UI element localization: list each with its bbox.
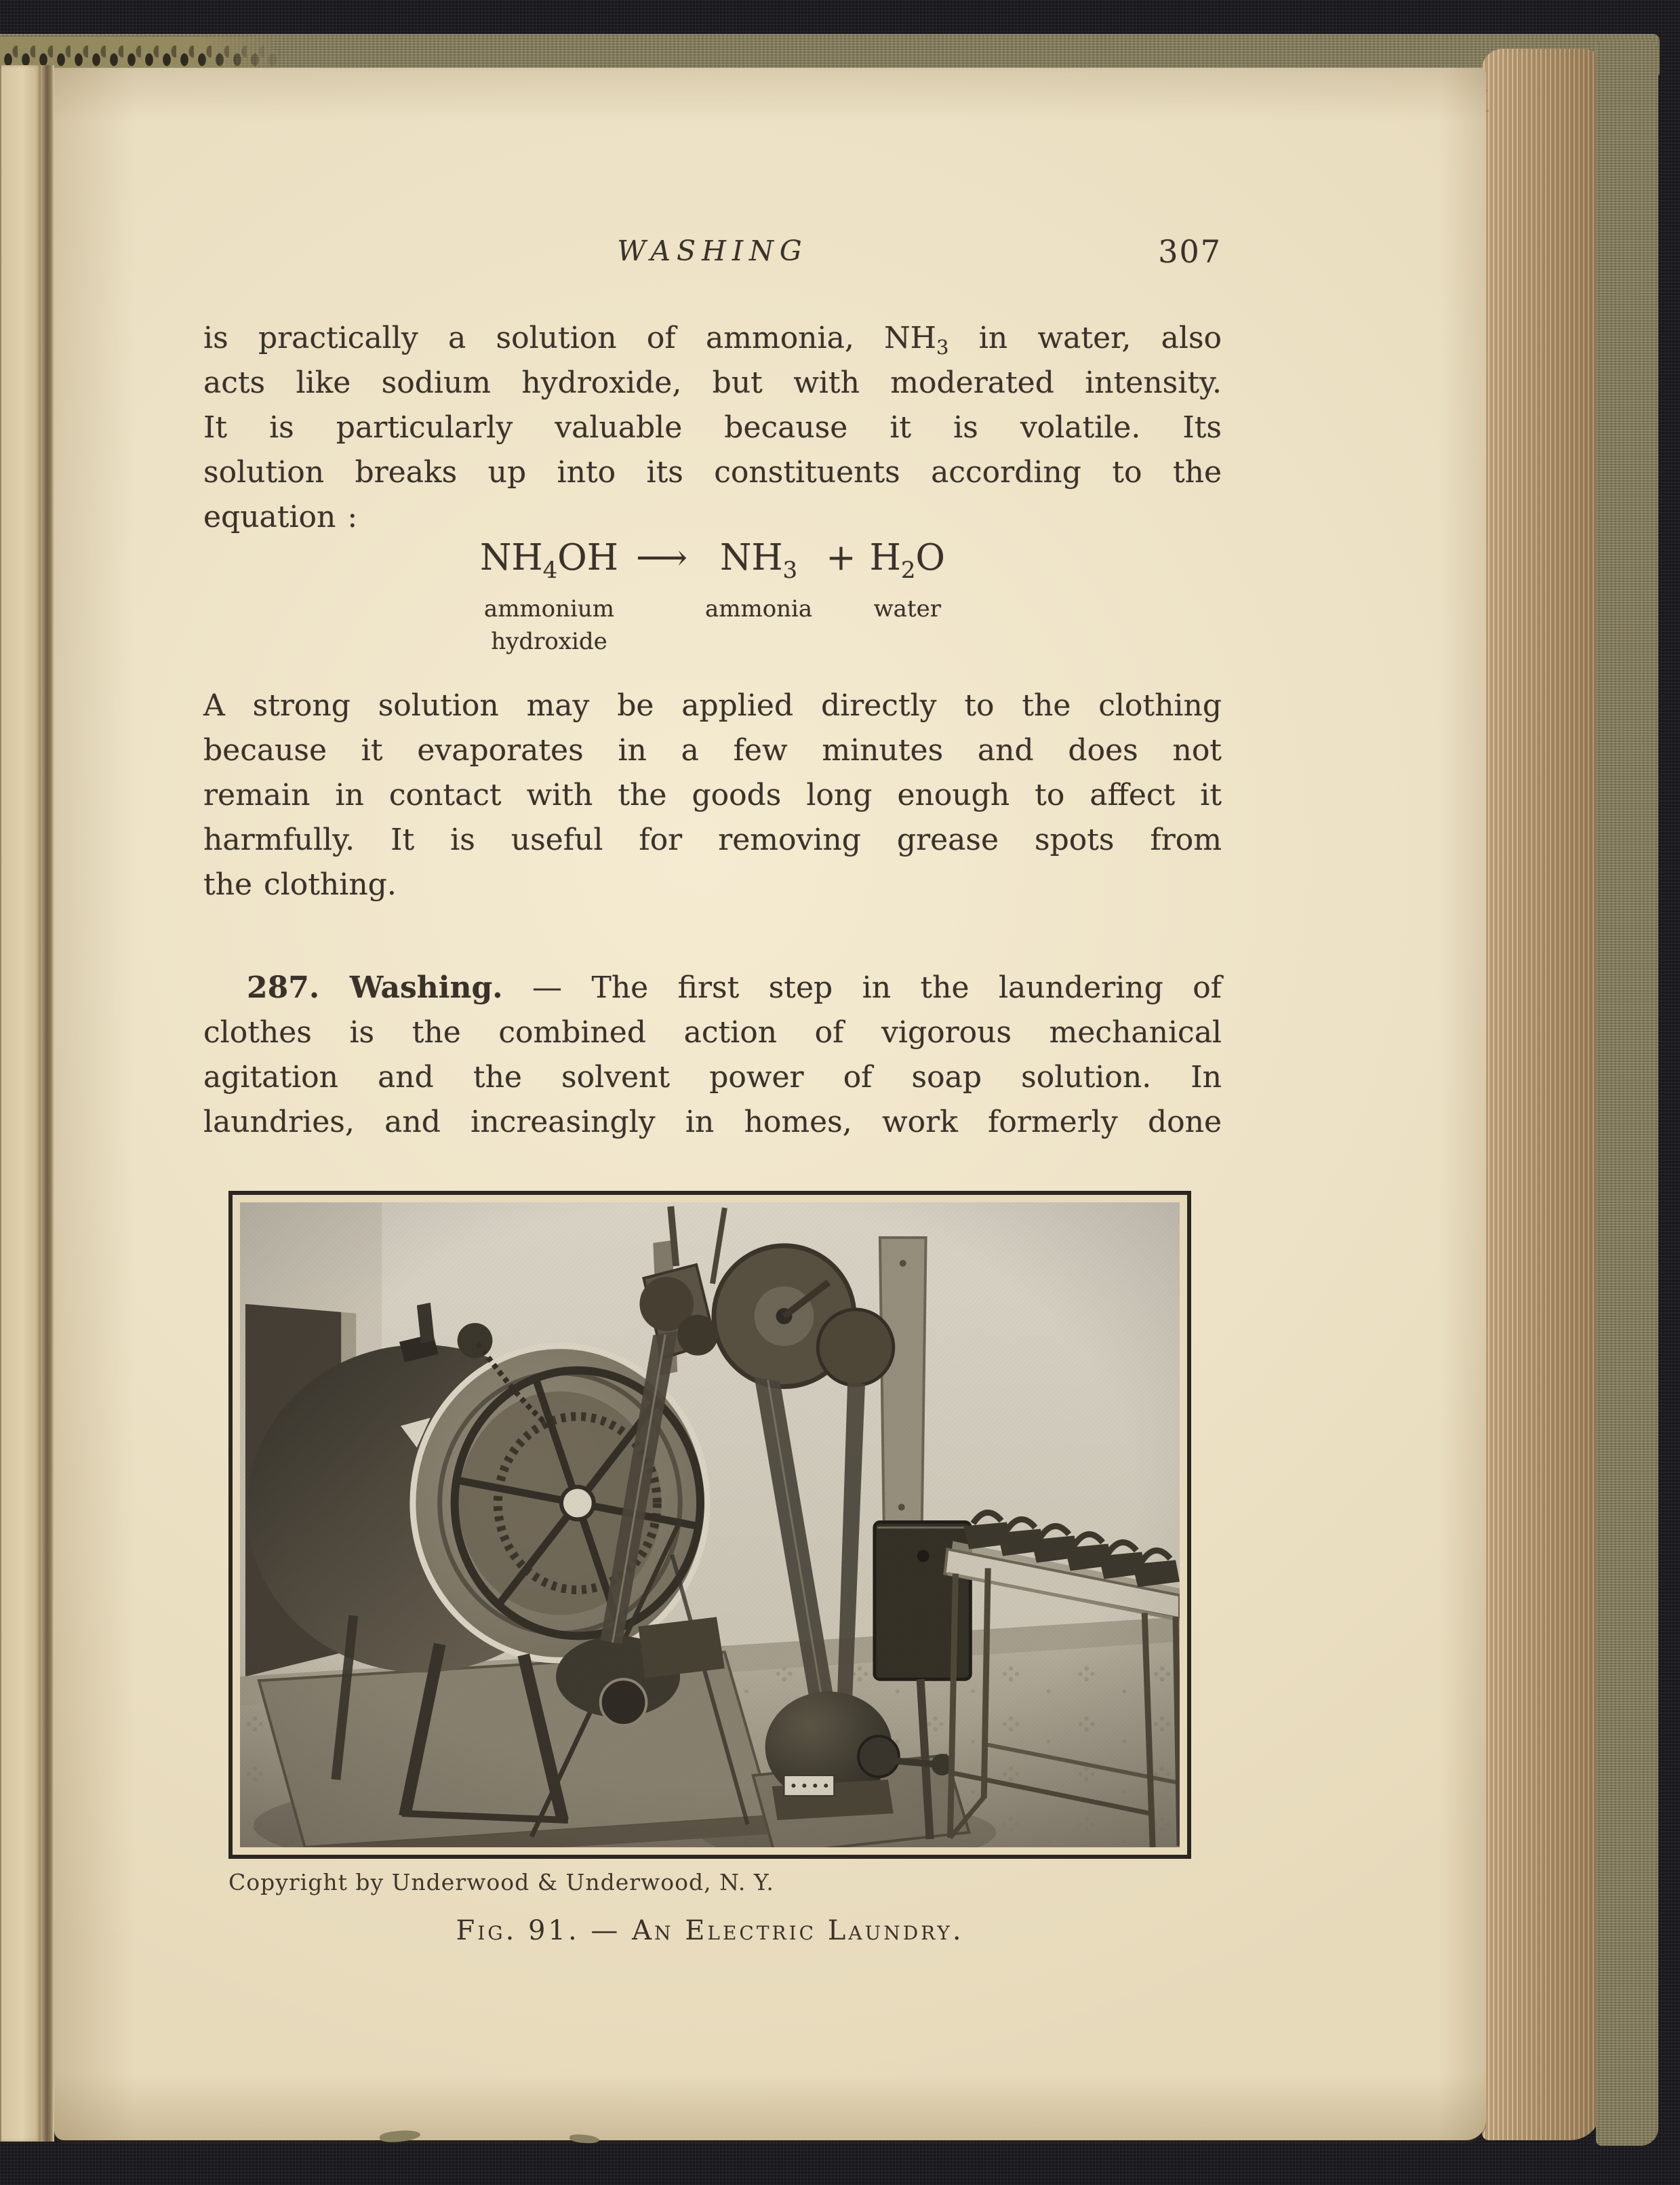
reaction-arrow: ⟶ — [635, 537, 687, 578]
gutter-shadow — [41, 65, 54, 2142]
equation-label: water — [873, 595, 941, 623]
line-text: — The first step in the laundering of — [502, 970, 1222, 1005]
plus-sign: + — [826, 537, 856, 578]
paragraph-line: solution breaks up into its constituents according to the — [203, 455, 1222, 490]
formula-nh3 — [720, 537, 797, 591]
paragraph-line: agitation and the solvent power of soap solution. In — [203, 1060, 1222, 1095]
paragraph-3 — [203, 966, 1222, 1145]
formula-text: OH — [557, 537, 618, 578]
electric-laundry-illustration — [240, 1202, 1180, 1847]
paragraph-line: It is particularly valuable because it is volatile. Its — [203, 410, 1222, 445]
formula-text: NH — [719, 537, 783, 578]
paragraph-line: because it evaporates in a few minutes and does not — [203, 733, 1222, 768]
paragraph-line: harmfully. It is useful for removing grease spots from — [203, 823, 1222, 857]
formula-nh4oh — [480, 537, 618, 591]
equation-label: hydroxide — [491, 628, 607, 655]
paragraph-2 — [203, 684, 1222, 907]
figure-frame — [228, 1191, 1191, 1859]
running-header — [203, 235, 1222, 273]
paragraph-line: A strong solution may be applied directly to the clothing — [203, 688, 1222, 723]
paragraph-line: laundries, and increasingly in homes, work formerly done — [203, 1105, 1222, 1139]
page-title: WASHING — [617, 235, 808, 267]
page-number: 307 — [1158, 233, 1222, 270]
figure-caption: Fig. 91. — An Electric Laundry. — [456, 1915, 964, 1946]
paragraph-line: remain in contact with the goods long enough to affect it — [203, 778, 1222, 812]
subscript: 2 — [900, 557, 916, 584]
photo-vignette — [240, 1202, 1180, 1847]
figure-photo — [240, 1202, 1180, 1847]
paragraph-line: acts like sodium hydroxide, but with moderated intensity. — [203, 366, 1222, 400]
paragraph-line: equation : — [203, 500, 358, 534]
paragraph-line — [203, 966, 1222, 1010]
subscript: 4 — [542, 557, 558, 584]
book-cover-right-edge — [1596, 39, 1658, 2146]
equation-label: ammonium — [483, 595, 615, 623]
line-text: is practically a solution of ammonia, NH — [203, 321, 937, 355]
equation-reactant — [480, 537, 618, 656]
line-text: in water, also — [948, 321, 1222, 355]
equation-label: ammonia — [704, 595, 813, 623]
chemical-equation — [203, 537, 1222, 656]
paragraph-line — [203, 316, 1222, 361]
paragraph-line: the clothing. — [203, 867, 397, 902]
equation-product-2 — [870, 537, 945, 624]
formula-h2o — [870, 537, 945, 591]
paragraph-line: clothes is the combined action of vigorous mechanical — [203, 1015, 1222, 1050]
equation-product-1 — [705, 537, 812, 624]
figure-copyright: Copyright by Underwood & Underwood, N. Y. — [228, 1869, 774, 1895]
subscript: 3 — [936, 336, 949, 359]
formula-text: H — [869, 537, 901, 578]
previous-page-sliver — [0, 65, 41, 2142]
formula-text: O — [915, 537, 945, 578]
section-number-bold: 287. Washing. — [247, 970, 503, 1005]
book-page — [54, 68, 1486, 2140]
subscript: 3 — [782, 557, 798, 584]
formula-text: NH — [480, 537, 543, 578]
paragraph-1 — [203, 316, 1222, 540]
page-edge-stack — [1482, 49, 1601, 2140]
